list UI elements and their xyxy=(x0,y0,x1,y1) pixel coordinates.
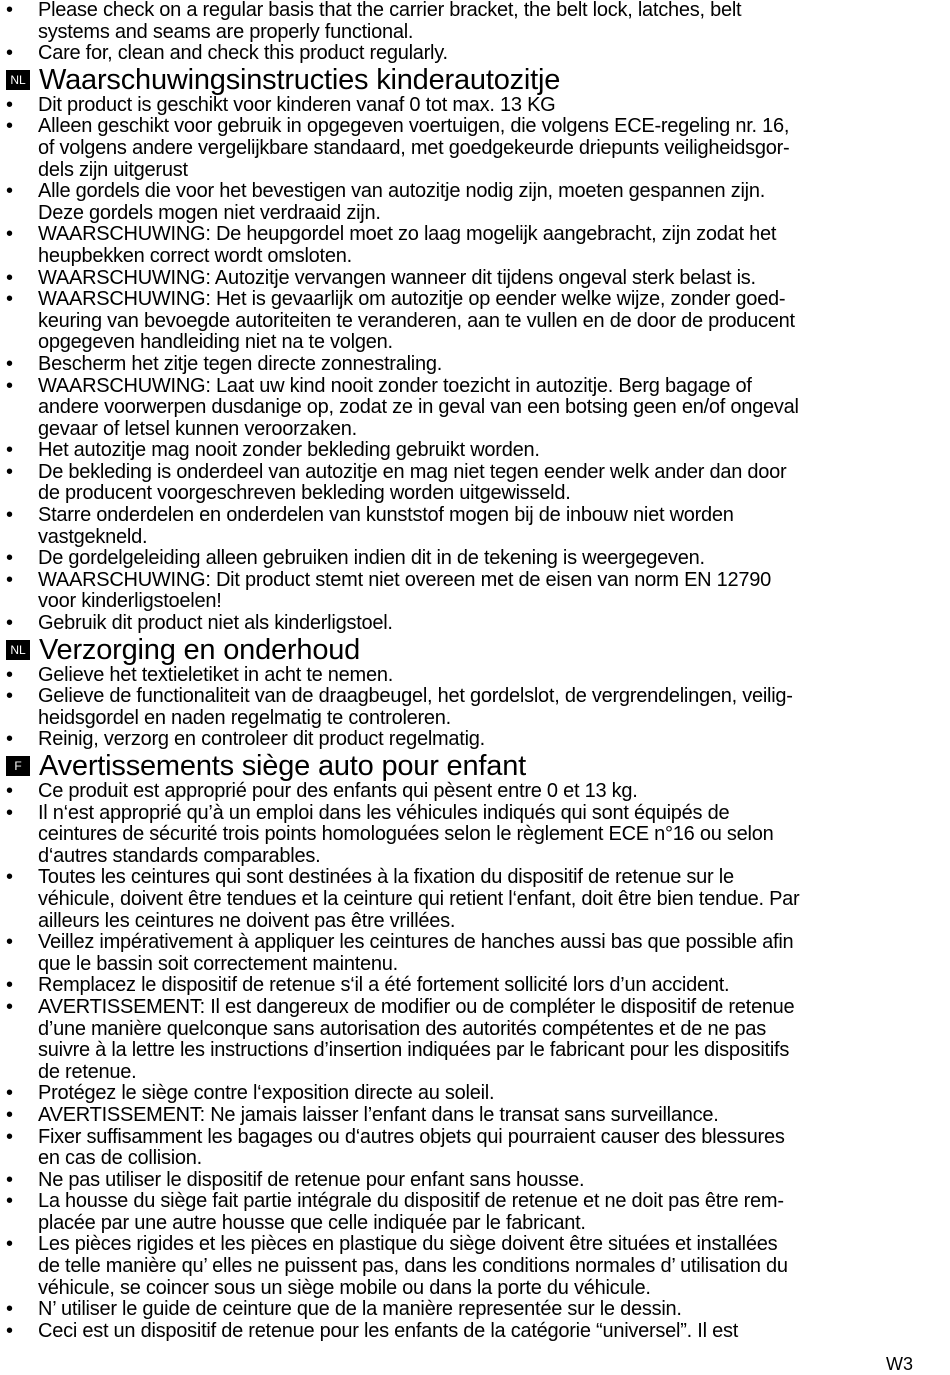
list-item xyxy=(0,1191,950,1234)
list-item-text: WAARSCHUWING: Het is gevaarlijk om autozitje op eender welke wijze, zonder goed- keuring van bevoegde autoriteiten te veranderen, aan te vullen en de door de producent opgegeven handleiding niet na te volgen. xyxy=(38,288,795,354)
list-item xyxy=(0,289,950,354)
bullet-icon: • xyxy=(6,374,14,397)
section xyxy=(0,635,950,751)
intro-list xyxy=(0,0,950,65)
bullet-icon: • xyxy=(6,931,14,954)
list-item xyxy=(0,729,950,751)
list-item xyxy=(0,867,950,932)
section-title: Waarschuwingsinstructies kinderautozitje xyxy=(39,63,561,96)
list-item-text: Il n‘est approprié qu’à un emploi dans les véhicules indiqués qui sont équipés de ceintures de sécurité trois points homologuées selon le règlement ECE n°16 ou selon d‘autres standards comparables. xyxy=(38,801,774,867)
section-heading xyxy=(0,65,950,95)
bullet-icon: • xyxy=(6,974,14,997)
bullet-icon: • xyxy=(6,1233,14,1256)
bullet-icon: • xyxy=(6,568,14,591)
bullet-icon: • xyxy=(6,288,14,311)
list-item-text: Les pièces rigides et les pièces en plastique du siège doivent être situées et installées de telle manière qu’ elles ne puissent pas, dans les conditions normales d’ utilisation du véhicule, se coincer sous un siège mobile ou dans la porte du véhicule. xyxy=(38,1233,788,1299)
list-item-text: Ce produit est approprié pour des enfants qui pèsent entre 0 et 13 kg. xyxy=(38,780,638,802)
bullet-icon: • xyxy=(6,995,14,1018)
language-badge: NL xyxy=(6,70,30,90)
list-item xyxy=(0,570,950,613)
list-item xyxy=(0,224,950,267)
list-item xyxy=(0,803,950,868)
bullet-icon: • xyxy=(6,1103,14,1126)
bullet-icon: • xyxy=(6,352,14,375)
list-item-text: WAARSCHUWING: Autozitje vervangen wanneer dit tijdens ongeval sterk belast is. xyxy=(38,266,756,289)
list-item xyxy=(0,440,950,462)
list-item-text: Gebruik dit product niet als kinderligstoel. xyxy=(38,612,393,635)
bullet-icon: • xyxy=(6,115,14,138)
list-item xyxy=(0,116,950,181)
bullet-icon: • xyxy=(6,1082,14,1105)
language-badge: F xyxy=(6,756,30,776)
bullet-icon: • xyxy=(6,0,14,21)
bullet-icon: • xyxy=(6,1319,14,1342)
language-badge: NL xyxy=(6,640,30,660)
list-item-text: WAARSCHUWING: Laat uw kind nooit zonder toezicht in autozitje. Berg bagage of andere voorwerpen dusdanige op, zodat ze in geval van een botsing geen en/of ongeval gevaar of letsel kunnen veroorzaken. xyxy=(38,374,799,440)
list-item-text: Ne pas utiliser le dispositif de retenue pour enfant sans housse. xyxy=(38,1168,585,1191)
list-item xyxy=(0,462,950,505)
list-item xyxy=(0,1321,950,1343)
section-title: Verzorging en onderhoud xyxy=(39,633,361,666)
list-item xyxy=(0,0,950,43)
list-item xyxy=(0,43,950,65)
bullet-icon: • xyxy=(6,1125,14,1148)
bullet-icon: • xyxy=(6,1168,14,1191)
bullet-icon: • xyxy=(6,439,14,462)
list-item-text: Starre onderdelen en onderdelen van kunststof mogen bij de inbouw niet worden vastgekneld. xyxy=(38,504,734,548)
list-item xyxy=(0,781,950,803)
list-item-text: Please check on a regular basis that the carrier bracket, the belt lock, latches, belt systems and seams are properly functional. xyxy=(38,0,742,43)
sections-container xyxy=(0,65,950,1343)
list-item-text: Toutes les ceintures qui sont destinées à la fixation du dispositif de retenue sur le véhicule, doivent être tendues et la ceinture qui retient l‘enfant, doit être bien tendue. Par ailleurs les ceintures ne doivent pas être vrillées. xyxy=(38,866,800,932)
list-item-text: Alle gordels die voor het bevestigen van autozitje nodig zijn, moeten gespannen zijn. Deze gordels mogen niet verdraaid zijn. xyxy=(38,180,766,224)
list-item xyxy=(0,1170,950,1192)
list-item xyxy=(0,1105,950,1127)
bullet-icon: • xyxy=(6,728,14,751)
list-item xyxy=(0,686,950,729)
list-item xyxy=(0,181,950,224)
bullet-icon: • xyxy=(6,42,14,65)
list-item-text: Protégez le siège contre l‘exposition directe au soleil. xyxy=(38,1082,495,1105)
page-number: W3 xyxy=(886,1354,913,1374)
section-heading xyxy=(0,751,950,781)
list-item-text: Alleen geschikt voor gebruik in opgegeven voertuigen, die volgens ECE-regeling nr. 16, of volgens andere vergelijkbare standaard, met goedgekeurde driepunts veiligheidsgor- dels zijn uitgerust xyxy=(38,115,790,181)
list-item-text: De gordelgeleiding alleen gebruiken indien dit in de tekening is weergegeven. xyxy=(38,547,705,570)
list-item-text: De bekleding is onderdeel van autozitje en mag niet tegen eender welk ander dan door de producent voorgeschreven bekleding worden uitgewisseld. xyxy=(38,460,787,505)
list-item-text: WAARSCHUWING: De heupgordel moet zo laag mogelijk aangebracht, zijn zodat het heupbekken correct wordt omsloten. xyxy=(38,223,777,267)
list-item xyxy=(0,95,950,117)
list-item xyxy=(0,665,950,687)
list-item-text: AVERTISSEMENT: Il est dangereux de modifier ou de compléter le dispositif de retenue d’une manière quelconque sans autorisation des autorités compétentes et de ne pas suivre à la lettre les instructions d’insertion indiquées par le fabricant pour les dispositifs de retenue. xyxy=(38,995,795,1083)
list-item-text: AVERTISSEMENT: Ne jamais laisser l’enfant dans le transat sans surveillance. xyxy=(38,1103,719,1126)
list-item xyxy=(0,1127,950,1170)
bullet-icon: • xyxy=(6,460,14,483)
list-item-text: Ceci est un dispositif de retenue pour les enfants de la catégorie “universel”. Il est xyxy=(38,1319,739,1342)
list-item xyxy=(0,376,950,441)
bullet-icon: • xyxy=(6,612,14,635)
bullet-icon: • xyxy=(6,663,14,686)
list-item xyxy=(0,1299,950,1321)
section xyxy=(0,65,950,635)
list-item xyxy=(0,997,950,1083)
bullet-icon: • xyxy=(6,504,14,527)
list-item-text: Veillez impérativement à appliquer les ceintures de hanches aussi bas que possible afin que le bassin soit correctement maintenu. xyxy=(38,931,794,975)
bullet-icon: • xyxy=(6,685,14,708)
bullet-icon: • xyxy=(6,1190,14,1213)
bullet-icon: • xyxy=(6,266,14,289)
bullet-icon: • xyxy=(6,93,14,116)
list-item xyxy=(0,1234,950,1299)
section-heading xyxy=(0,635,950,665)
list-item-text: Reinig, verzorg en controleer dit product regelmatig. xyxy=(38,728,485,751)
list-item xyxy=(0,505,950,548)
bullet-icon: • xyxy=(6,223,14,246)
list-item-text: La housse du siège fait partie intégrale du dispositif de retenue et ne doit pas être rem- placée par une autre housse que celle indiquée par le fabricant. xyxy=(38,1190,784,1234)
list-item xyxy=(0,975,950,997)
list-item-text: Gelieve de functionaliteit van de draagbeugel, het gordelslot, de vergrendelingen, veilig- heidsgordel en naden regelmatig te controleren. xyxy=(38,685,793,729)
bullet-icon: • xyxy=(6,547,14,570)
list-item-text: WAARSCHUWING: Dit product stemt niet overeen met de eisen van norm EN 12790 voor kinderligstoelen! xyxy=(38,568,772,613)
list-item-text: Dit product is geschikt voor kinderen vanaf 0 tot max. 13 KG xyxy=(38,93,556,116)
list-item xyxy=(0,1083,950,1105)
list-item-text: Bescherm het zitje tegen directe zonnestraling. xyxy=(38,352,443,375)
list-item xyxy=(0,268,950,290)
list-item-text: Care for, clean and check this product regularly. xyxy=(38,42,448,65)
bullet-icon: • xyxy=(6,866,14,889)
list-item xyxy=(0,548,950,570)
list-item xyxy=(0,932,950,975)
list-item xyxy=(0,354,950,376)
bullet-icon: • xyxy=(6,1298,14,1321)
list-item-text: Het autozitje mag nooit zonder bekleding gebruikt worden. xyxy=(38,439,540,462)
list-item-text: N’ utiliser le guide de ceinture que de la manière representée sur le dessin. xyxy=(38,1298,682,1321)
bullet-icon: • xyxy=(6,801,14,824)
list-item-text: Remplacez le dispositif de retenue s‘il a été fortement sollicité lors d’un accident. xyxy=(38,974,730,997)
list-item-text: Fixer suffisamment les bagages ou d‘autres objets qui pourraient causer des blessures en cas de collision. xyxy=(38,1125,785,1170)
list-item-text: Gelieve het textieletiket in acht te nemen. xyxy=(38,663,394,686)
list-item xyxy=(0,613,950,635)
section-title: Avertissements siège auto pour enfant xyxy=(39,750,526,782)
bullet-icon: • xyxy=(6,780,14,802)
bullet-icon: • xyxy=(6,180,14,203)
section xyxy=(0,751,950,1342)
